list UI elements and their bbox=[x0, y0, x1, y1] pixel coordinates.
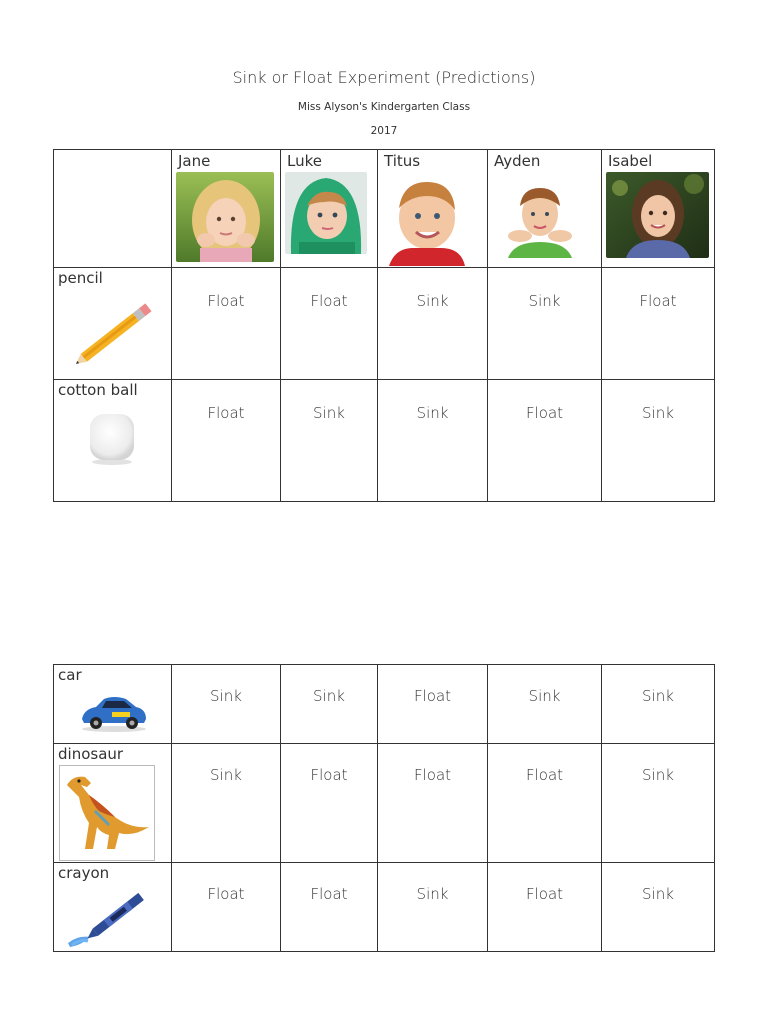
prediction-cell: Float bbox=[413, 687, 452, 705]
prediction-cell: Float bbox=[207, 292, 245, 310]
student-name-jane: Jane bbox=[178, 152, 211, 170]
toy-dinosaur-icon bbox=[59, 765, 155, 861]
header-corner-cell bbox=[54, 150, 172, 268]
student-cell-titus bbox=[378, 150, 488, 268]
item-row-crayon bbox=[54, 863, 715, 952]
student-cell-jane bbox=[172, 150, 281, 268]
prediction-cell: Sink bbox=[416, 292, 449, 310]
item-name-car: car bbox=[58, 666, 82, 684]
prediction-cell: Float bbox=[310, 292, 348, 310]
item-cell-car bbox=[54, 665, 172, 744]
prediction-cell: Sink bbox=[416, 885, 449, 903]
prediction-cell: Float bbox=[525, 885, 564, 903]
item-name-dinosaur: dinosaur bbox=[58, 745, 124, 763]
student-name-titus: Titus bbox=[384, 152, 421, 170]
crayon-icon bbox=[64, 885, 160, 949]
student-photo-ayden bbox=[498, 172, 582, 258]
item-name-cotton-ball: cotton ball bbox=[58, 381, 138, 399]
item-row-cotton-ball bbox=[54, 380, 715, 502]
item-cell-crayon bbox=[54, 863, 172, 952]
student-cell-luke bbox=[281, 150, 378, 268]
prediction-cell: Sink bbox=[528, 687, 561, 705]
prediction-cell: Sink bbox=[642, 687, 674, 705]
item-name-pencil: pencil bbox=[58, 269, 103, 287]
student-photo-isabel bbox=[606, 172, 709, 258]
student-cell-ayden bbox=[488, 150, 602, 268]
page-year: 2017 bbox=[370, 125, 398, 137]
cotton-ball-icon bbox=[86, 410, 138, 466]
prediction-cell: Float bbox=[310, 885, 348, 903]
prediction-cell: Float bbox=[207, 404, 245, 422]
student-photo-luke bbox=[285, 172, 367, 254]
item-row-dinosaur bbox=[54, 744, 715, 863]
student-name-luke: Luke bbox=[287, 152, 322, 170]
predictions-table-top bbox=[53, 149, 715, 502]
prediction-cell: Float bbox=[525, 404, 564, 422]
item-name-crayon: crayon bbox=[58, 864, 110, 882]
student-photo-titus bbox=[383, 172, 471, 266]
prediction-cell: Sink bbox=[642, 404, 674, 422]
item-cell-cotton-ball bbox=[54, 380, 172, 502]
item-row-car bbox=[54, 665, 715, 744]
item-cell-pencil bbox=[54, 268, 172, 380]
prediction-cell: Sink bbox=[313, 687, 345, 705]
page-title: Sink or Float Experiment (Predictions) bbox=[232, 68, 536, 87]
prediction-cell: Sink bbox=[416, 404, 449, 422]
prediction-cell: Float bbox=[310, 766, 348, 784]
prediction-cell: Float bbox=[525, 766, 564, 784]
toy-car-icon bbox=[78, 693, 148, 733]
predictions-table-bottom bbox=[53, 664, 715, 952]
prediction-cell: Sink bbox=[642, 885, 674, 903]
item-row-pencil bbox=[54, 268, 715, 380]
prediction-cell: Float bbox=[413, 766, 452, 784]
prediction-cell: Sink bbox=[528, 292, 561, 310]
prediction-cell: Float bbox=[639, 292, 677, 310]
student-name-ayden: Ayden bbox=[494, 152, 541, 170]
prediction-cell: Sink bbox=[210, 687, 242, 705]
student-name-isabel: Isabel bbox=[608, 152, 653, 170]
pencil-icon bbox=[66, 294, 160, 376]
student-cell-isabel bbox=[602, 150, 715, 268]
prediction-cell: Sink bbox=[642, 766, 674, 784]
page-subtitle: Miss Alyson's Kindergarten Class bbox=[297, 101, 471, 113]
student-photo-jane bbox=[176, 172, 274, 262]
prediction-cell: Sink bbox=[313, 404, 345, 422]
prediction-cell: Float bbox=[207, 885, 245, 903]
prediction-cell: Sink bbox=[210, 766, 242, 784]
header-row bbox=[54, 150, 715, 268]
item-cell-dinosaur bbox=[54, 744, 172, 863]
